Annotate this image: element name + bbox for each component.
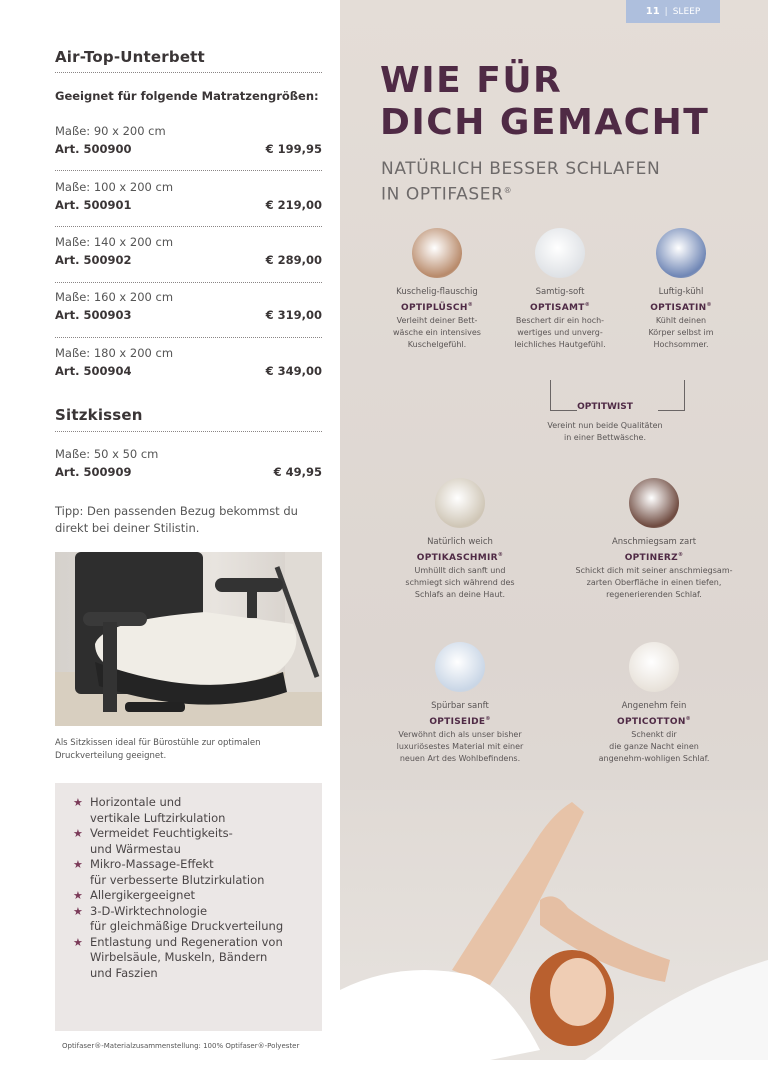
price: € 199,95	[265, 142, 322, 156]
subheadline-line-1: NATÜRLICH BESSER SCHLAFEN	[381, 159, 661, 179]
desc-line: wäsche ein intensives	[393, 328, 481, 337]
material-name-text: OPTIPLÜSCH	[401, 303, 468, 313]
dried-flowers-icon	[435, 478, 485, 528]
blueberries-icon	[656, 228, 706, 278]
desc-line: Schickt dich mit seiner anschmiegsam-	[575, 566, 733, 575]
desc-line: Hochsommer.	[653, 340, 709, 349]
desc-line: luxuriösestes Material mit einer	[396, 742, 524, 751]
feature-line: 3-D-Wirktechnologie	[90, 903, 208, 918]
page-separator: |	[664, 6, 668, 17]
star-icon: ★	[73, 935, 83, 949]
star-icon: ★	[73, 827, 83, 840]
material-name-text: OPTIKASCHMIR	[416, 553, 498, 563]
price: € 219,00	[265, 198, 322, 212]
desc-line: angenehm-wohligen Schlaf.	[598, 754, 710, 763]
page-tab	[626, 0, 720, 23]
desc-line: Beschert dir ein hoch-	[515, 316, 605, 325]
material-card	[375, 478, 545, 601]
tip-text: Tipp: Den passenden Bezug bekommst du direkt bei deiner Stilistin.	[55, 504, 298, 535]
registered-mark: ®	[485, 716, 491, 722]
price: € 319,00	[265, 308, 322, 322]
fur-icon	[629, 478, 679, 528]
article-number: Art. 500900	[55, 142, 132, 156]
feature-line: vertikale Luftzirkulation	[90, 810, 226, 825]
desc-line: Verwöhnt dich als unser bisher	[398, 730, 522, 739]
feature-item	[73, 888, 322, 904]
material-name	[375, 548, 545, 565]
subheadline	[381, 158, 660, 206]
desc-line: Kuschelgefühl.	[407, 340, 467, 349]
photo-caption: Als Sitzkissen ideal für Bürostühle zur optimalen Druckverteilung geeignet.	[55, 738, 261, 761]
subheadline-text: IN OPTIFASER	[381, 184, 504, 205]
section-label: SLEEP	[672, 6, 701, 17]
material-tagline: Anschmiegsam zart	[611, 537, 697, 547]
feature-line: und Wärmestau	[90, 841, 181, 856]
sizes-subtitle: Geeignet für folgende Matratzengrößen:	[55, 89, 319, 103]
headline-line-1: WIE FÜR	[380, 60, 563, 101]
material-name-text: OPTISAMT	[530, 303, 585, 313]
feature-item	[73, 904, 322, 935]
desc-line: neuen Art des Wohlbefindens.	[399, 754, 521, 763]
feature-line: Wirbelsäule, Muskeln, Bändern	[90, 950, 268, 964]
feature-item	[73, 935, 322, 982]
article-number: Art. 500909	[55, 465, 132, 479]
silk-icon	[435, 642, 485, 692]
optitwist-name: OPTITWIST	[577, 402, 633, 412]
material-name	[569, 548, 739, 565]
product-column	[0, 0, 340, 1090]
desc-line: regenerierenden Schlaf.	[606, 590, 702, 599]
material-name	[606, 298, 756, 315]
registered-mark: ®	[584, 302, 590, 308]
woman-stretching-photo	[340, 790, 768, 1090]
registered-mark: ®	[467, 302, 473, 308]
optitwist-desc	[520, 420, 690, 444]
material-card	[569, 478, 739, 601]
feature-line: Mikro-Massage-Effekt	[90, 857, 214, 871]
desc-line: zarten Oberfläche in einen tiefen,	[586, 578, 722, 587]
material-name-text: OPTISEIDE	[429, 717, 486, 727]
material-card	[569, 642, 739, 765]
material-name	[375, 712, 545, 729]
desc-line: Schenkt dir	[631, 730, 677, 739]
material-tagline: Natürlich weich	[427, 537, 493, 547]
article-number: Art. 500904	[55, 364, 132, 378]
feature-line: für gleichmäßige Druckverteilung	[90, 919, 284, 933]
material-name-text: OPTISATIN	[650, 303, 707, 313]
star-icon: ★	[73, 904, 83, 918]
material-name-text: OPTINERZ	[624, 553, 678, 563]
desc-line: in einer Bettwäsche.	[563, 433, 647, 442]
feature-line: und Faszien	[90, 965, 158, 980]
cushion-title: Sitzkissen	[55, 406, 143, 424]
star-icon: ★	[73, 889, 83, 902]
material-tagline: Angenehm fein	[621, 701, 687, 711]
size-label: Maße: 140 x 200 cm	[55, 235, 174, 249]
optifaser-panel	[340, 0, 768, 1090]
divider	[55, 337, 322, 338]
feature-list	[55, 783, 322, 981]
price: € 289,00	[265, 253, 322, 267]
registered-mark: ®	[503, 186, 513, 195]
teddy-bear-icon	[412, 228, 462, 278]
material-composition: Optifaser®-Materialzusammenstellung: 100% Optifaser®-Polyester	[62, 1042, 300, 1050]
feature-item	[73, 826, 322, 857]
product-title: Air-Top-Unterbett	[55, 48, 205, 66]
size-label: Maße: 160 x 200 cm	[55, 290, 174, 304]
material-name	[569, 712, 739, 729]
cotton-flower-icon	[629, 642, 679, 692]
desc-line: schmiegt sich während des	[405, 578, 515, 587]
desc-line: Schlafs an deine Haut.	[414, 590, 506, 599]
material-tagline: Spürbar sanft	[431, 701, 489, 711]
feature-item	[73, 795, 322, 826]
divider	[55, 72, 322, 73]
desc-line: die ganze Nacht einen	[609, 742, 699, 751]
article-number: Art. 500901	[55, 198, 132, 212]
material-description	[569, 729, 739, 765]
registered-mark: ®	[497, 552, 504, 558]
desc-line: leichliches Hautgefühl.	[514, 340, 606, 349]
divider	[55, 431, 322, 432]
divider	[55, 170, 322, 171]
chair-cushion-photo	[55, 552, 322, 726]
page-number: 11	[645, 6, 660, 17]
headline	[380, 60, 709, 144]
desc-line: Kühlt deinen	[655, 316, 707, 325]
feature-line: Horizontale und	[90, 795, 182, 809]
star-icon: ★	[73, 858, 83, 871]
material-tagline: Samtig-soft	[535, 287, 585, 297]
divider	[55, 282, 322, 283]
office-chair-illustration	[55, 552, 322, 726]
material-description	[569, 565, 739, 601]
registered-mark: ®	[677, 552, 684, 558]
price: € 349,00	[265, 364, 322, 378]
registered-mark: ®	[685, 716, 691, 722]
material-tagline: Kuschelig-flauschig	[396, 287, 478, 297]
size-label: Maße: 50 x 50 cm	[55, 447, 159, 461]
desc-line: Verleiht deiner Bett-	[396, 316, 478, 325]
size-label: Maße: 90 x 200 cm	[55, 124, 166, 138]
desc-line: Umhüllt dich sanft und	[414, 566, 506, 575]
desc-line: wertiges und unverg-	[517, 328, 603, 337]
material-tagline: Luftig-kühl	[658, 287, 704, 297]
feature-line: Vermeidet Feuchtigkeits-	[90, 826, 233, 840]
material-name-text: OPTICOTTON	[617, 717, 686, 727]
material-card	[375, 642, 545, 765]
size-label: Maße: 100 x 200 cm	[55, 180, 174, 194]
subheadline-line-2	[381, 180, 660, 206]
feature-line: Allergikergeeignet	[90, 888, 196, 902]
headline-line-2: DICH GEMACHT	[380, 102, 710, 143]
desc-line: Vereint nun beide Qualitäten	[547, 421, 663, 430]
cotton-cloud-icon	[535, 228, 585, 278]
feature-line: für verbesserte Blutzirkulation	[90, 872, 265, 887]
divider	[55, 226, 322, 227]
material-description	[375, 729, 545, 765]
material-card	[606, 228, 756, 351]
desc-line: Körper selbst im	[648, 328, 714, 337]
article-number: Art. 500903	[55, 308, 132, 322]
price: € 49,95	[273, 465, 322, 479]
article-number: Art. 500902	[55, 253, 132, 267]
registered-mark: ®	[706, 302, 712, 308]
feature-line: Entlastung und Regeneration von	[90, 934, 283, 949]
material-description	[606, 315, 756, 351]
size-label: Maße: 180 x 200 cm	[55, 346, 174, 360]
features-box	[55, 783, 322, 1031]
material-description	[375, 565, 545, 601]
feature-item	[73, 857, 322, 888]
star-icon: ★	[73, 796, 83, 809]
